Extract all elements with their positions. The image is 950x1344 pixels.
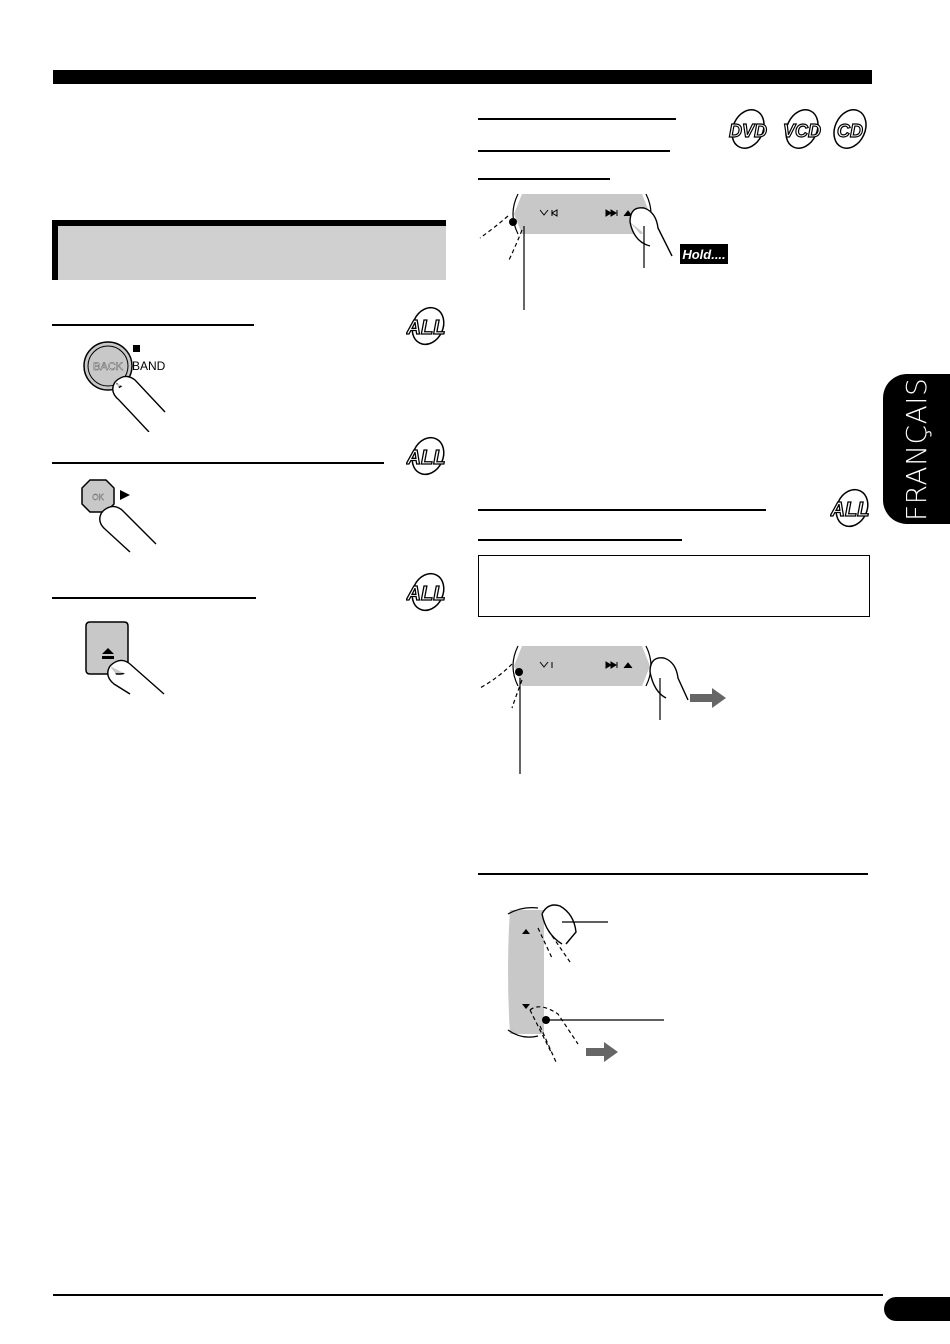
svg-text:DVD: DVD bbox=[728, 121, 768, 141]
svg-text:CD: CD bbox=[837, 121, 863, 141]
eject-button-illustration bbox=[82, 620, 172, 696]
all-badge-icon bbox=[406, 304, 446, 348]
hold-skip-illustration bbox=[478, 186, 738, 314]
bottom-rule bbox=[53, 1294, 883, 1296]
svg-text:ALL: ALL bbox=[406, 583, 446, 605]
disc-type-badges bbox=[724, 106, 872, 152]
svg-text:VCD: VCD bbox=[782, 121, 822, 141]
svg-text:BAND: BAND bbox=[132, 359, 166, 373]
section-header-box bbox=[52, 220, 446, 280]
heading-rule-6 bbox=[478, 178, 610, 180]
skip-press-illustration bbox=[476, 640, 746, 780]
svg-text:ALL: ALL bbox=[406, 447, 446, 469]
heading-rule-3 bbox=[52, 597, 256, 599]
language-tab[interactable] bbox=[883, 374, 950, 524]
svg-text:Hold....: Hold.... bbox=[682, 247, 726, 262]
heading-rule-5 bbox=[478, 150, 670, 152]
svg-text:BACK: BACK bbox=[93, 361, 123, 373]
heading-rule-2 bbox=[52, 462, 384, 464]
all-badge-icon bbox=[406, 570, 446, 614]
vcd-badge-icon bbox=[780, 106, 824, 152]
heading-rule-9 bbox=[478, 873, 868, 875]
back-band-button-illustration bbox=[70, 340, 200, 432]
svg-text:OK: OK bbox=[92, 493, 104, 502]
dvd-badge-icon bbox=[726, 106, 770, 152]
heading-rule-4 bbox=[478, 118, 676, 120]
ok-button-illustration bbox=[78, 478, 168, 554]
svg-text:ALL: ALL bbox=[406, 317, 446, 339]
up-down-illustration bbox=[500, 900, 675, 1066]
svg-text:ALL: ALL bbox=[830, 499, 870, 521]
cd-badge-icon bbox=[828, 106, 872, 152]
top-bar bbox=[53, 70, 872, 84]
heading-rule-7 bbox=[478, 509, 766, 511]
all-badge-icon bbox=[830, 486, 870, 530]
page-number-badge bbox=[884, 1297, 950, 1321]
all-badge-icon bbox=[406, 434, 446, 478]
heading-rule-8 bbox=[478, 539, 682, 541]
note-box bbox=[478, 555, 870, 617]
language-tab-label: FRANÇAIS bbox=[900, 377, 933, 521]
heading-rule-1 bbox=[52, 324, 254, 326]
